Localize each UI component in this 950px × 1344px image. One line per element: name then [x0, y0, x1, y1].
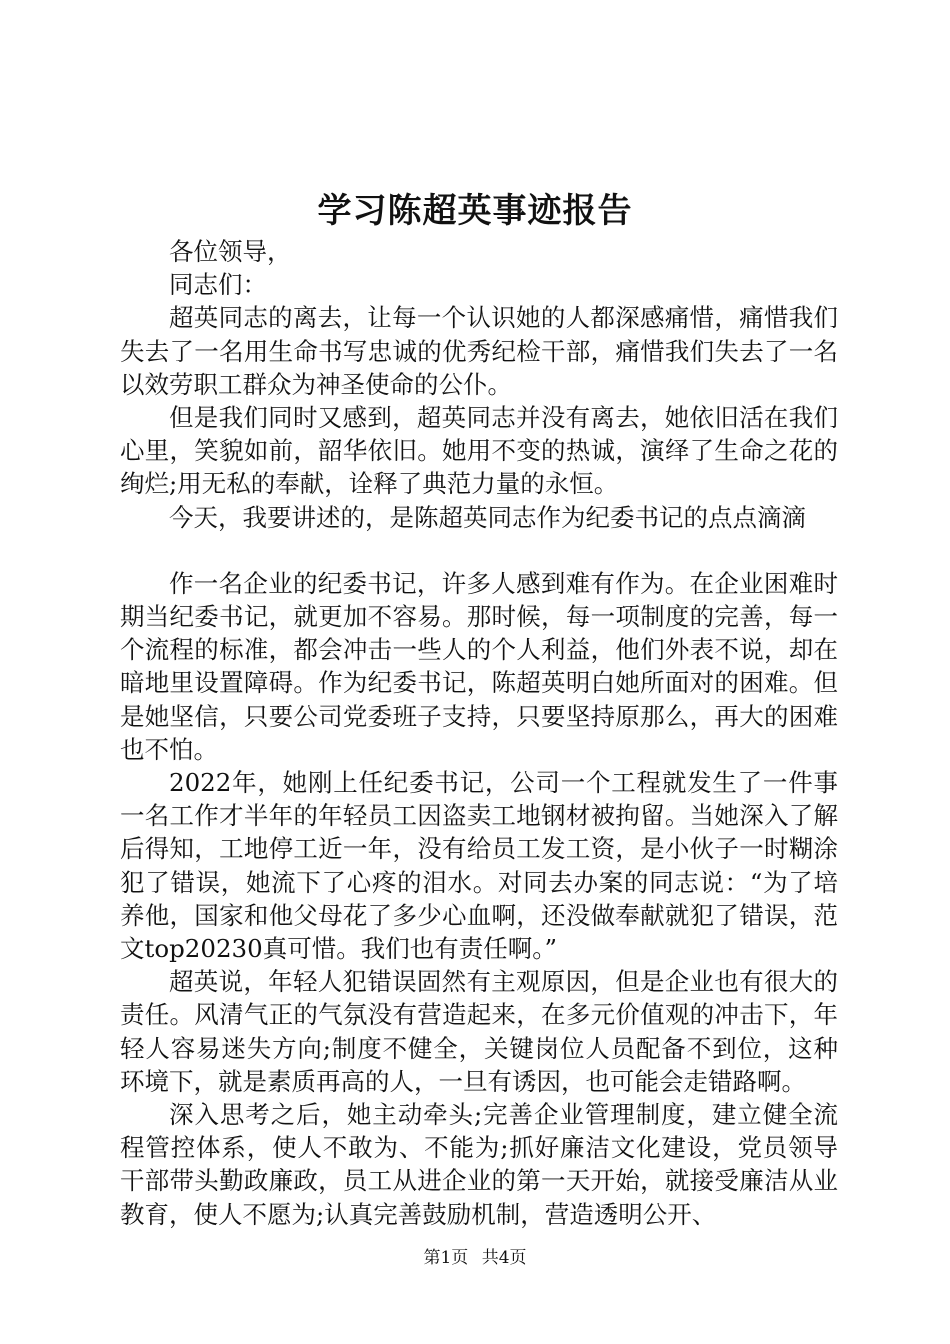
- page-total: 共4页: [481, 1248, 527, 1268]
- page-number: 第1页: [423, 1248, 469, 1268]
- paragraph: 超英同志的离去，让每一个认识她的人都深感痛惜，痛惜我们失去了一名用生命书写忠诚的优秀纪检干部，痛惜我们失去了一名以效劳职工群众为神圣使命的公仆。: [120, 303, 838, 399]
- salutation-leaders: 各位领导，: [169, 237, 292, 266]
- salutation-comrades: 同志们：: [169, 270, 267, 300]
- document-title: 学习陈超英事迹报告: [317, 191, 633, 231]
- paragraph: 超英说，年轻人犯错误固然有主观原因，但是企业也有很大的责任。风清气正的气氛没有营造起来，在多元价值观的冲击下，年轻人容易迷失方向;制度不健全，关键岗位人员配备不到位，这种环境下，就是素质再高的人，一旦有诱因，也可能会走错路啊。: [120, 967, 838, 1096]
- paragraph: 今天，我要讲述的，是陈超英同志作为纪委书记的点点滴滴: [169, 502, 806, 532]
- page-footer: [0, 1243, 950, 1268]
- paragraph: 深入思考之后，她主动牵头;完善企业管理制度，建立健全流程管控体系，使人不敢为、不能为;抓好廉洁文化建设，党员领导干部带头勤政廉政，员工从进企业的第一天开始，就接受廉洁从业教育，使人不愿为;认真完善鼓励机制，营造透明公开、: [120, 1100, 838, 1229]
- paragraph: 作一名企业的纪委书记，许多人感到难有作为。在企业困难时期当纪委书记，就更加不容易。那时候，每一项制度的完善，每一个流程的标准，都会冲击一些人的个人利益，他们外表不说，却在暗地里设置障碍。作为纪委书记，陈超英明白她所面对的困难。但是她坚信，只要公司党委班子支持，只要坚持原那么，再大的困难也不怕。: [120, 568, 838, 764]
- paragraph: 2022年，她刚上任纪委书记，公司一个工程就发生了一件事一名工作才半年的年轻员工因盗卖工地钢材被拘留。当她深入了解后得知，工地停工近一年，没有给员工发工资，是小伙子一时糊涂犯了错误，她流下了心疼的泪水。对同去办案的同志说：“为了培养他，国家和他父母花了多少心血啊，还没做奉献就犯了错误，范文top20230真可惜。我们也有责任啊。”: [120, 768, 838, 964]
- document-body: [120, 235, 838, 1231]
- paragraph: 但是我们同时又感到，超英同志并没有离去，她依旧活在我们心里，笑貌如前，韶华依旧。她用不变的热诚，演绎了生命之花的绚烂;用无私的奉献，诠释了典范力量的永恒。: [120, 403, 838, 499]
